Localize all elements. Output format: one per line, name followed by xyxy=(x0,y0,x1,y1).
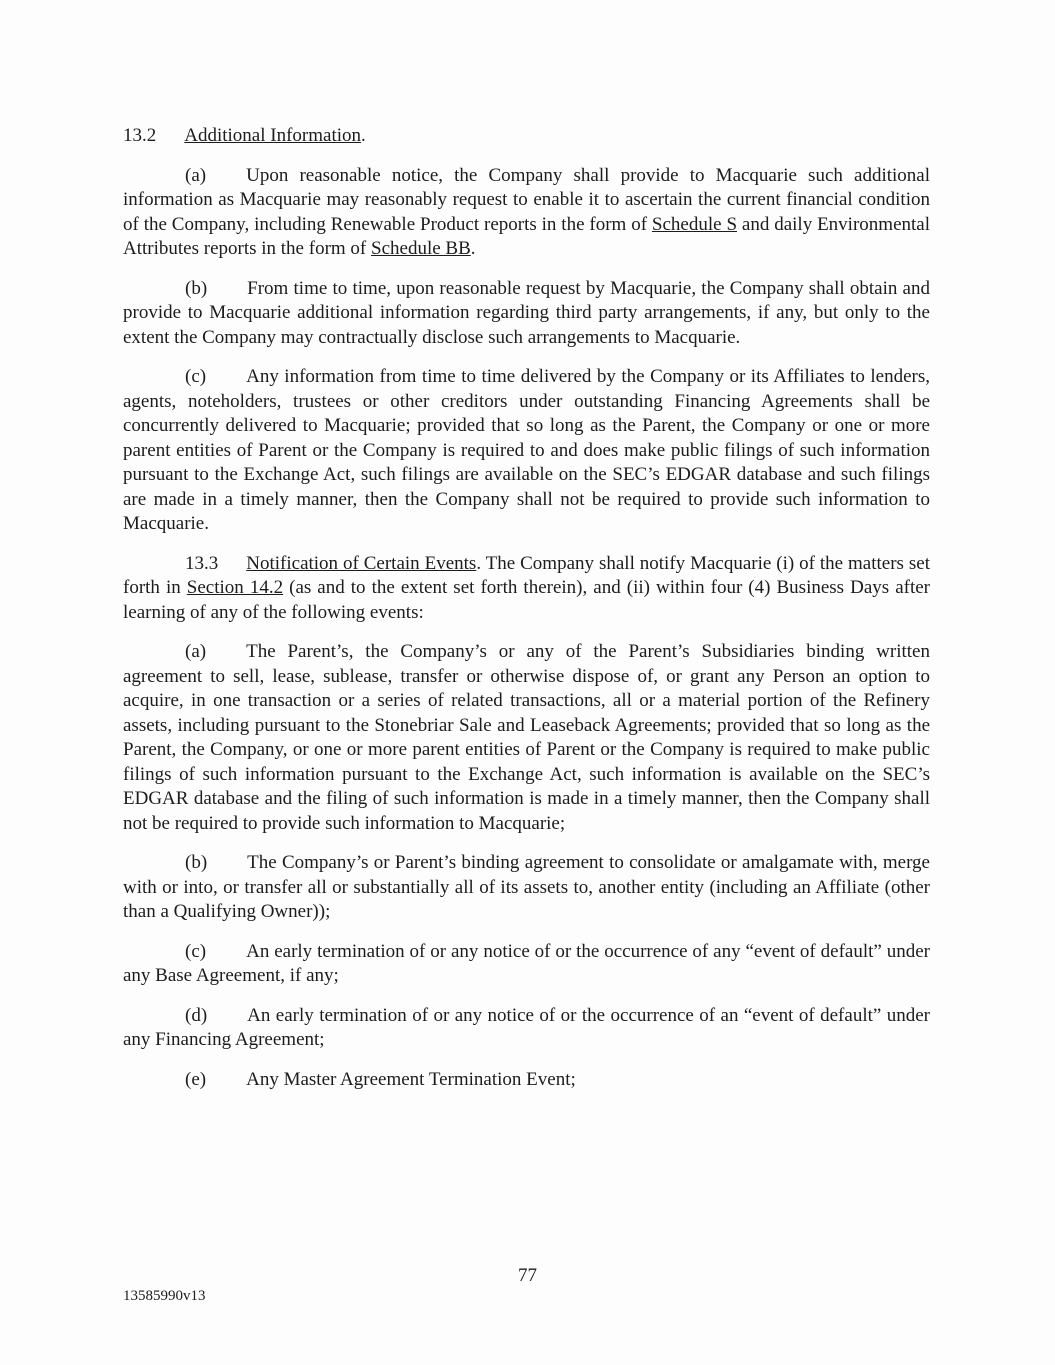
document-id-stamp: 13585990v13 xyxy=(123,1288,206,1304)
paragraph-text: and daily Environmental Attributes reports in the form of xyxy=(123,213,930,259)
paragraph-13-2-c xyxy=(123,365,930,537)
section-number: 13.3 xyxy=(185,552,219,574)
schedule-s-ref: Schedule S xyxy=(651,213,738,235)
item-label: (a) xyxy=(185,164,207,186)
item-label: (e) xyxy=(185,1068,207,1090)
schedule-bb-ref: Schedule BB xyxy=(371,238,471,259)
paragraph-text: Any information from time to time delivered by the Company or its Affiliates to lenders, agents, noteholders, trustees or other creditors under outstanding Financing Agreements shall be concurrently delivered to Macquarie; provided that so long as the Parent, the Company or one or more parent entities of Parent or the Company is required to and does make public filings of such information pursuant to the Exchange Act, such filings are available on the SEC’s EDGAR database and such filings are made in a timely manner, then the Company shall not be required to provide such information to Macquarie. xyxy=(123,366,930,534)
paragraph-13-3-d xyxy=(123,1004,930,1053)
section-title: Notification of Certain Events xyxy=(246,552,477,574)
paragraph-text: The Parent’s, the Company’s or any of the Parent’s Subsidiaries binding written agreement to sell, lease, sublease, transfer or otherwise dispose of, or grant any Person an option to acquire, in one transaction or a series of related transactions, all or a material portion of the Refinery assets, including pursuant to the Stonebriar Sale and Leaseback Agreements; provided that so long as the Parent, the Company, or one or more parent entities of Parent or the Company is required to make public filings of such information pursuant to the Exchange Act, such information is available on the SEC’s EDGAR database and the filing of such information is made in a timely manner, then the Company shall not be required to provide such information to Macquarie; xyxy=(123,641,930,834)
section-title-period: . xyxy=(361,125,366,146)
section-14-2-ref: Section 14.2 xyxy=(186,577,284,598)
section-paragraph-13-3 xyxy=(123,552,930,626)
item-label: (c) xyxy=(185,940,207,962)
item-label: (b) xyxy=(185,852,208,873)
paragraph-13-3-a xyxy=(123,640,930,836)
item-label: (b) xyxy=(185,277,208,299)
section-number: 13.2 xyxy=(123,125,157,146)
paragraph-text: From time to time, upon reasonable request by Macquarie, the Company shall obtain and provide to Macquarie additional information regarding third party arrangements, if any, but only to the extent the Company may contractually disclose such arrangements to Macquarie. xyxy=(123,277,930,348)
document-body xyxy=(123,124,930,1092)
item-label: (d) xyxy=(185,1004,208,1026)
paragraph-text: Upon reasonable notice, the Company shall provide to Macquarie such additional information as Macquarie may reasonably request to enable it to ascertain the current financial condition of the Company, including Renewable Product reports in the form of xyxy=(123,164,930,235)
paragraph-13-3-e xyxy=(123,1068,930,1093)
paragraph-text: . The Company shall notify Macquarie (i) of the matters set forth in xyxy=(123,552,930,598)
item-label: (c) xyxy=(185,366,207,387)
section-heading-13-2 xyxy=(123,124,930,149)
paragraph-text: The Company’s or Parent’s binding agreement to consolidate or amalgamate with, merge with or into, or transfer all or substantially all of its assets to, another entity (including an Affiliate (other than a Qualifying Owner)); xyxy=(123,852,930,922)
paragraph-text: (as and to the extent set forth therein), and (ii) within four (4) Business Days after learning of any of the following events: xyxy=(123,577,930,623)
paragraph-text: . xyxy=(470,238,476,259)
paragraph-text: An early termination of or any notice of or the occurrence of an “event of default” under any Financing Agreement; xyxy=(123,1004,930,1050)
paragraph-13-2-a xyxy=(123,164,930,262)
paragraph-13-2-b xyxy=(123,277,930,351)
section-title: Additional Information xyxy=(184,125,362,146)
item-label: (a) xyxy=(185,641,207,662)
paragraph-13-3-c xyxy=(123,940,930,989)
page-number: 77 xyxy=(518,1265,537,1286)
paragraph-text: An early termination of or any notice of or the occurrence of any “event of default” under any Base Agreement, if any; xyxy=(123,940,930,986)
paragraph-13-3-b xyxy=(123,851,930,925)
paragraph-text: Any Master Agreement Termination Event; xyxy=(246,1068,576,1090)
